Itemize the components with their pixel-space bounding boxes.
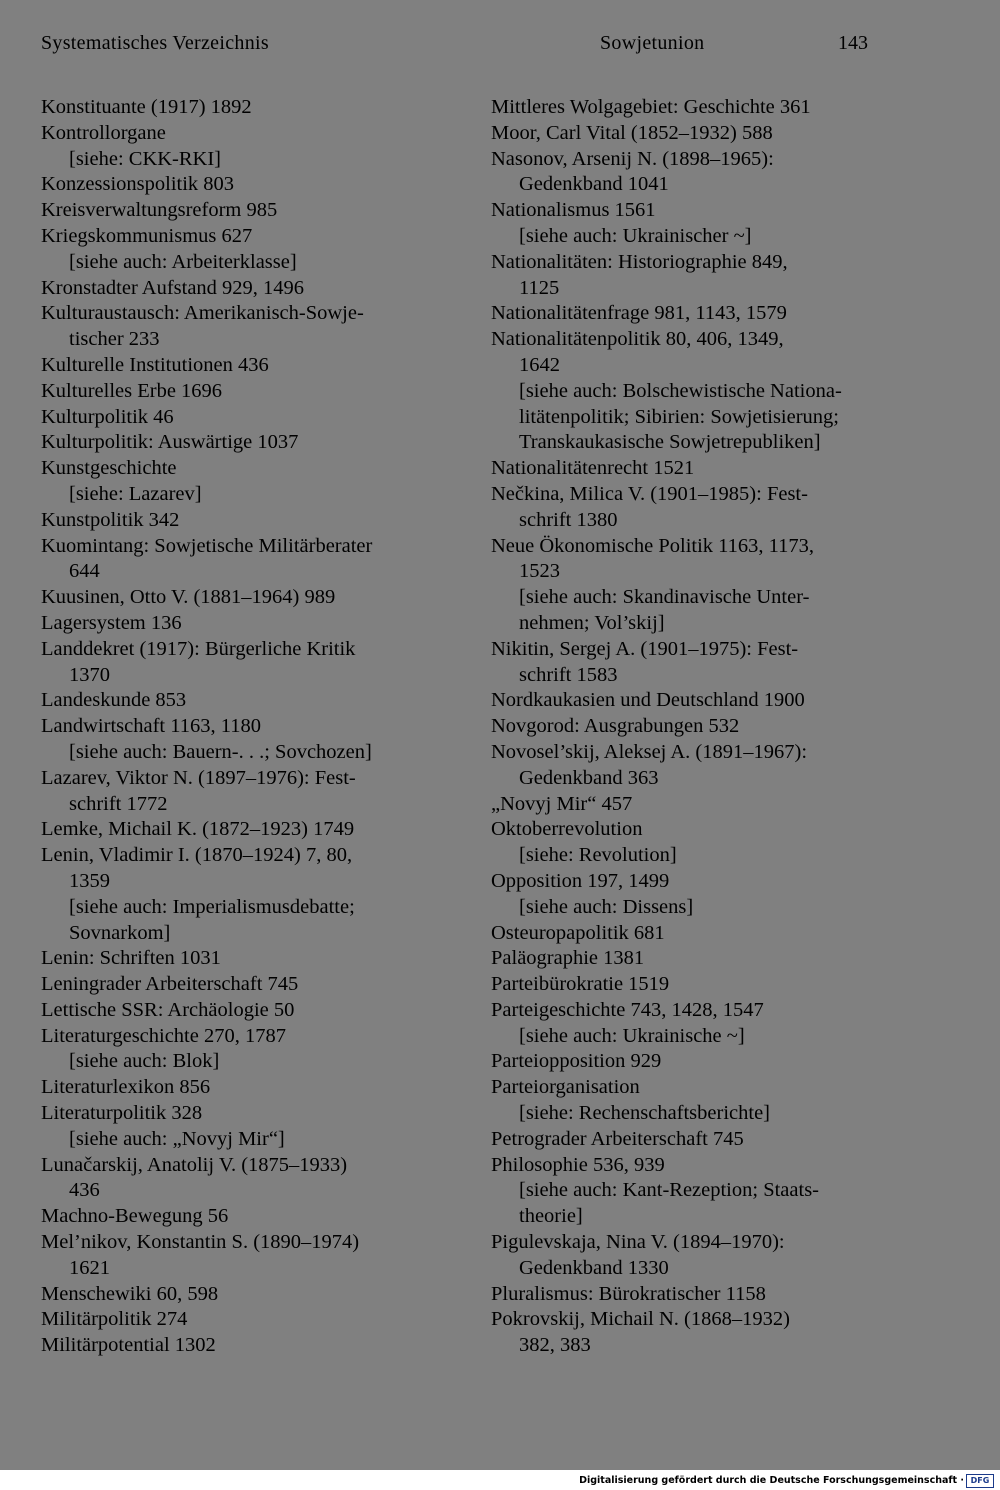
index-entry-heading: Mittleres Wolgagebiet: Geschichte 361 — [491, 96, 811, 118]
index-entry-continuation: Sovnarkom] — [69, 921, 171, 944]
index-entry — [491, 327, 911, 456]
index-entry-continuation: Gedenkband 1330 — [519, 1256, 669, 1279]
index-entry — [491, 817, 911, 869]
index-entry-heading: Konstituante (1917) 1892 — [41, 96, 252, 118]
dfg-logo-icon: DFG — [966, 1474, 994, 1488]
index-entry-heading: Lunačarskij, Anatolij V. (1875–1933) — [41, 1153, 348, 1176]
index-entry — [41, 405, 441, 431]
index-entry — [491, 1127, 911, 1153]
index-entry-continuation: Gedenkband 363 — [519, 766, 659, 789]
index-entry-continuation: Gedenkband 1041 — [519, 173, 669, 196]
index-entry-heading: Kulturpolitik: Auswärtige 1037 — [41, 431, 299, 454]
index-entry — [41, 972, 441, 998]
index-entry — [491, 998, 911, 1050]
index-entry-continuation: 644 — [69, 560, 100, 583]
index-entry — [491, 946, 911, 972]
index-entry-heading: Lenin: Schriften 1031 — [41, 947, 221, 970]
index-entry-heading: Lazarev, Viktor N. (1897–1976): Fest- — [41, 766, 356, 789]
index-entry — [41, 121, 441, 173]
index-entry-heading: Kronstadter Aufstand 929, 1496 — [41, 276, 305, 299]
index-entry-heading: Konzessionspolitik 803 — [41, 173, 235, 196]
index-entry — [41, 585, 441, 611]
index-entry-heading: Parteibürokratie 1519 — [491, 973, 670, 996]
index-entry — [491, 1230, 911, 1282]
index-entry-heading: Kreisverwaltungsreform 985 — [41, 199, 278, 222]
index-entry-heading: Parteiorganisation — [491, 1076, 640, 1099]
index-entry-continuation: [siehe auch: Ukrainischer ~] — [519, 224, 752, 247]
index-entry-continuation: litätenpolitik; Sibirien: Sowjetisierung; — [519, 405, 840, 428]
index-entry — [41, 1333, 441, 1359]
index-entry-heading: Osteuropapolitik 681 — [491, 921, 665, 944]
index-entry — [491, 972, 911, 998]
index-entry-heading: Nečkina, Milica V. (1901–1985): Fest- — [491, 482, 808, 505]
index-entry-heading: Literaturgeschichte 270, 1787 — [41, 1024, 286, 1047]
index-entry-heading: Nordkaukasien und Deutschland 1900 — [491, 689, 805, 712]
index-entry-heading: Kriegskommunismus 627 — [41, 224, 253, 247]
index-entry-heading: Nationalitätenrecht 1521 — [491, 457, 695, 480]
index-entry-continuation: theorie] — [519, 1205, 583, 1228]
index-entry — [41, 172, 441, 198]
index-entry-continuation: nehmen; Vol’skij] — [519, 611, 665, 634]
index-entry-heading: Philosophie 536, 939 — [491, 1153, 665, 1176]
index-entry-continuation: [siehe auch: Kant-Rezeption; Staats- — [519, 1179, 819, 1202]
index-entry — [491, 301, 911, 327]
index-entry-heading: Pigulevskaja, Nina V. (1894–1970): — [491, 1231, 785, 1254]
index-entry — [491, 1153, 911, 1230]
index-entry — [491, 534, 911, 637]
index-entry — [491, 456, 911, 482]
index-entry-continuation: 1523 — [519, 560, 560, 583]
index-entry — [491, 1049, 911, 1075]
index-entry-continuation: schrift 1380 — [519, 508, 618, 531]
index-entry-heading: „Novyj Mir“ 457 — [491, 792, 633, 815]
index-entry — [491, 637, 911, 689]
index-entry-heading: Neue Ökonomische Politik 1163, 1173, — [491, 534, 815, 557]
index-entry — [41, 688, 441, 714]
index-entry-continuation: 1621 — [69, 1256, 110, 1279]
index-entry — [41, 1307, 441, 1333]
index-entry-heading: Nationalitätenpolitik 80, 406, 1349, — [491, 328, 784, 351]
index-entry — [41, 1204, 441, 1230]
index-entry-heading: Landdekret (1917): Bürgerliche Kritik — [41, 637, 356, 660]
index-entry-heading: Literaturlexikon 856 — [41, 1076, 211, 1099]
index-entry-heading: Parteiopposition 929 — [491, 1050, 662, 1073]
index-entry-continuation: schrift 1583 — [519, 663, 618, 686]
index-entry — [491, 482, 911, 534]
index-entry-heading: Pluralismus: Bürokratischer 1158 — [491, 1282, 766, 1305]
index-entry — [491, 688, 911, 714]
running-header-left: Systematisches Verzeichnis — [41, 32, 269, 54]
index-column-right — [491, 95, 911, 1359]
index-entry-heading: Novgorod: Ausgrabungen 532 — [491, 715, 740, 738]
index-entry-heading: Landeskunde 853 — [41, 689, 187, 712]
index-entry-heading: Nationalitätenfrage 981, 1143, 1579 — [491, 302, 787, 325]
index-entry — [41, 430, 441, 456]
index-entry — [491, 714, 911, 740]
index-entry-heading: Opposition 197, 1499 — [491, 869, 670, 892]
index-entry-heading: Lemke, Michail K. (1872–1923) 1749 — [41, 818, 355, 841]
index-entry-continuation: 1359 — [69, 869, 110, 892]
index-entry — [491, 250, 911, 302]
index-entry — [41, 611, 441, 637]
index-entry-heading: Kulturpolitik 46 — [41, 405, 174, 428]
index-entry-continuation: [siehe: CKK-RKI] — [69, 147, 222, 170]
index-entry-continuation: [siehe auch: Bolschewistische Nationa- — [519, 379, 842, 402]
index-entry-continuation: [siehe: Revolution] — [519, 844, 677, 867]
index-entry — [41, 843, 441, 946]
index-entry-heading: Mel’nikov, Konstantin S. (1890–1974) — [41, 1231, 360, 1254]
index-entry-heading: Petrograder Arbeiterschaft 745 — [491, 1127, 744, 1150]
index-entry-continuation: [siehe auch: Blok] — [69, 1050, 220, 1073]
index-entry-heading: Novosel’skij, Aleksej A. (1891–1967): — [491, 740, 808, 763]
index-entry-heading: Oktoberrevolution — [491, 818, 643, 841]
footer-credit: Digitalisierung gefördert durch die Deutsche Forschungsgemeinschaft · — [579, 1475, 964, 1486]
index-entry-continuation: [siehe auch: Bauern-. . .; Sovchozen] — [69, 740, 372, 763]
index-entry — [41, 353, 441, 379]
index-entry-heading: Nikitin, Sergej A. (1901–1975): Fest- — [491, 637, 799, 660]
index-entry — [41, 998, 441, 1024]
index-entry — [491, 95, 911, 121]
index-entry-heading: Lettische SSR: Archäologie 50 — [41, 998, 295, 1021]
index-entry — [41, 224, 441, 276]
index-entry — [41, 534, 441, 586]
index-entry — [41, 198, 441, 224]
index-entry — [41, 817, 441, 843]
index-entry — [491, 198, 911, 250]
index-entry — [491, 1282, 911, 1308]
index-entry-heading: Lagersystem 136 — [41, 611, 182, 634]
index-entry — [491, 1307, 911, 1359]
index-entry-continuation: [siehe auch: Skandinavische Unter- — [519, 586, 810, 609]
index-entry-heading: Militärpolitik 274 — [41, 1308, 188, 1331]
index-entry — [41, 1075, 441, 1101]
index-entry — [41, 95, 441, 121]
index-entry — [491, 921, 911, 947]
index-entry-heading: Literaturpolitik 328 — [41, 1102, 203, 1125]
index-entry-heading: Menschewiki 60, 598 — [41, 1282, 219, 1305]
index-entry — [491, 147, 911, 199]
index-entry-continuation: [siehe: Rechenschaftsberichte] — [519, 1102, 771, 1125]
index-entry-heading: Nasonov, Arsenij N. (1898–1965): — [491, 147, 774, 170]
index-entry-heading: Parteigeschichte 743, 1428, 1547 — [491, 998, 764, 1021]
index-entry-heading: Lenin, Vladimir I. (1870–1924) 7, 80, — [41, 844, 353, 867]
index-entry-heading: Nationalitäten: Historiographie 849, — [491, 250, 788, 273]
index-entry-continuation: [siehe auch: Ukrainische ~] — [519, 1024, 745, 1047]
index-entry-heading: Leningrader Arbeiterschaft 745 — [41, 973, 299, 996]
index-entry-heading: Kuomintang: Sowjetische Militärberater — [41, 534, 373, 557]
index-entry-heading: Nationalismus 1561 — [491, 199, 656, 222]
index-entry — [41, 276, 441, 302]
index-entry-continuation: 1125 — [519, 276, 560, 299]
index-entry — [41, 714, 441, 766]
index-entry — [491, 792, 911, 818]
index-entry-heading: Militärpotential 1302 — [41, 1334, 216, 1357]
index-entry — [41, 456, 441, 508]
index-entry — [41, 946, 441, 972]
page-number: 143 — [838, 32, 868, 54]
index-entry — [41, 766, 441, 818]
index-entry-heading: Paläographie 1381 — [491, 947, 645, 970]
index-entry-continuation: [siehe auch: Arbeiterklasse] — [69, 250, 297, 273]
index-entry — [41, 1101, 441, 1153]
index-entry-heading: Kunstgeschichte — [41, 457, 177, 480]
index-entry — [41, 637, 441, 689]
index-entry-heading: Kontrollorgane — [41, 121, 166, 144]
index-entry — [41, 1230, 441, 1282]
index-entry-continuation: 436 — [69, 1179, 100, 1202]
index-entry-continuation: [siehe auch: Imperialismusdebatte; — [69, 895, 355, 918]
index-entry — [491, 1075, 911, 1127]
index-entry — [41, 1153, 441, 1205]
index-entry-continuation: 1370 — [69, 663, 110, 686]
index-entry — [491, 740, 911, 792]
index-column-left — [41, 95, 441, 1359]
index-entry-heading: Kulturaustausch: Amerikanisch-Sowje- — [41, 302, 364, 325]
index-entry — [41, 379, 441, 405]
index-entry-continuation: schrift 1772 — [69, 792, 168, 815]
index-entry — [491, 869, 911, 921]
running-header-center: Sowjetunion — [600, 32, 705, 54]
index-entry-continuation: tischer 233 — [69, 328, 160, 351]
index-entry — [41, 301, 441, 353]
index-entry-heading: Moor, Carl Vital (1852–1932) 588 — [491, 121, 773, 144]
index-entry-heading: Kuusinen, Otto V. (1881–1964) 989 — [41, 586, 336, 609]
index-entry-heading: Pokrovskij, Michail N. (1868–1932) — [491, 1308, 790, 1331]
index-entry-heading: Kunstpolitik 342 — [41, 508, 180, 531]
index-entry — [491, 121, 911, 147]
index-entry-heading: Kulturelles Erbe 1696 — [41, 379, 223, 402]
index-entry — [41, 1024, 441, 1076]
index-entry-heading: Landwirtschaft 1163, 1180 — [41, 715, 261, 738]
index-entry — [41, 508, 441, 534]
index-entry-continuation: 382, 383 — [519, 1334, 591, 1357]
index-entry-heading: Kulturelle Institutionen 436 — [41, 353, 269, 376]
digitization-footer — [0, 1470, 1000, 1490]
index-entry-continuation: Transkaukasische Sowjetrepubliken] — [519, 431, 821, 454]
index-entry-heading: Machno-Bewegung 56 — [41, 1205, 229, 1228]
index-entry-continuation: [siehe auch: „Novyj Mir“] — [69, 1127, 285, 1150]
index-entry-continuation: [siehe auch: Dissens] — [519, 895, 694, 918]
index-entry-continuation: [siehe: Lazarev] — [69, 482, 202, 505]
index-entry — [41, 1282, 441, 1308]
index-entry-continuation: 1642 — [519, 353, 560, 376]
